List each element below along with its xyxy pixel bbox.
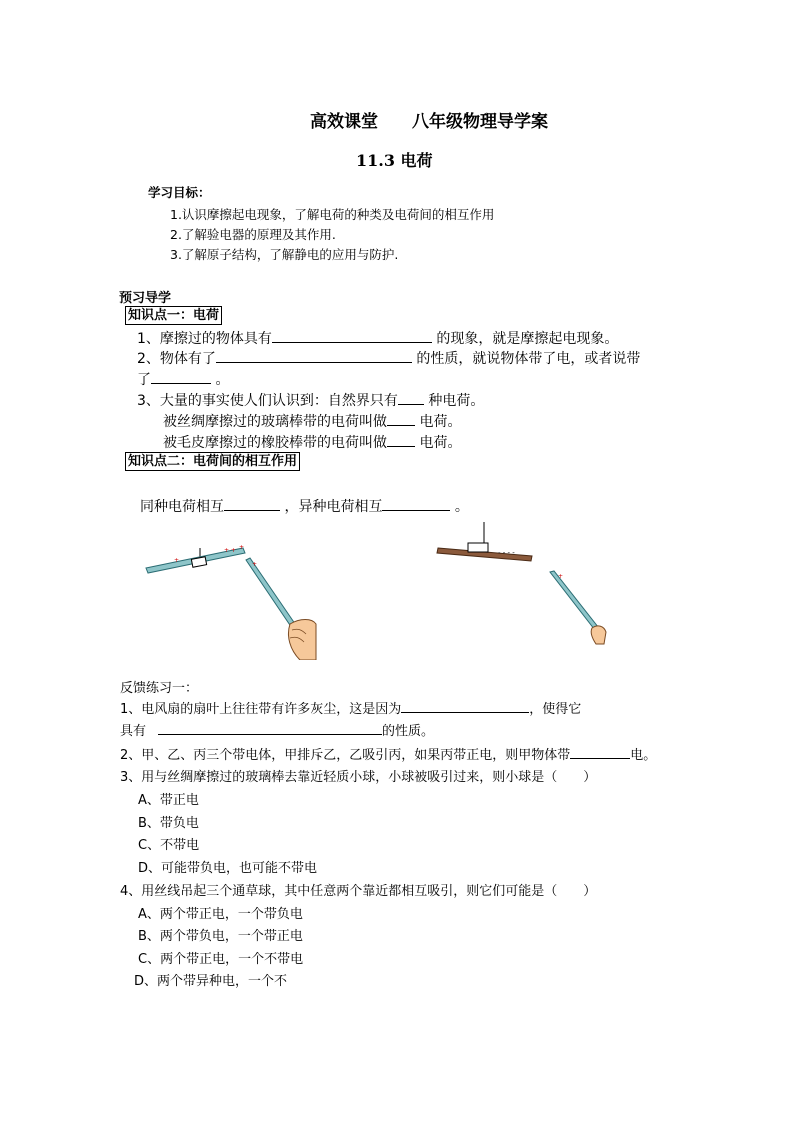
lesson-title: 11.3 电荷 — [356, 151, 433, 170]
doc-title-right: 八年级物理导学案 — [412, 112, 548, 132]
q3-option-b[interactable]: B、带负电 — [138, 816, 199, 831]
kp2-interaction-line: 同种电荷相互 ，异种电荷相互 。 — [140, 499, 469, 515]
q4-option-d[interactable]: D、两个带异种电，一个不 — [134, 974, 288, 989]
knowledge-point-2-title: 知识点二：电荷间的相互作用 — [125, 452, 300, 471]
opposite-charge-attract-illustration — [432, 520, 612, 650]
answer-blank[interactable] — [387, 434, 415, 447]
same-charge-repel-illustration — [140, 538, 320, 660]
objective-item: 3.了解原子结构，了解静电的应用与防护. — [170, 247, 399, 262]
answer-blank[interactable] — [387, 413, 415, 426]
feedback-question-3: 3、用与丝绸摩擦过的玻璃棒去靠近轻质小球，小球被吸引过来，则小球是（ ） — [120, 770, 597, 785]
kp1-question-3: 3、大量的事实使人们认识到：自然界只有 种电荷。 — [137, 393, 485, 409]
objective-item: 2.了解验电器的原理及其作用. — [170, 227, 336, 242]
feedback-question-1: 1、电风扇的扇叶上往往带有许多灰尘，这是因为 ，使得它 — [120, 702, 582, 717]
svg-text:+: + — [558, 573, 564, 580]
kp1-question-3-glass: 被丝绸摩擦过的玻璃棒带的电荷叫做 电荷。 — [163, 414, 462, 430]
objectives-heading: 学习目标： — [148, 185, 211, 200]
q4-option-c[interactable]: C、两个带正电，一个不带电 — [138, 952, 304, 967]
knowledge-point-1-title: 知识点一：电荷 — [125, 306, 222, 325]
answer-blank[interactable] — [398, 392, 424, 405]
kp1-question-3-rubber: 被毛皮摩擦过的橡胶棒带的电荷叫做 电荷。 — [163, 435, 462, 451]
answer-blank[interactable] — [224, 498, 280, 511]
answer-blank[interactable] — [158, 722, 382, 735]
objective-item: 1.认识摩擦起电现象，了解电荷的种类及电荷间的相互作用 — [170, 207, 495, 222]
feedback-heading: 反馈练习一： — [120, 681, 199, 696]
feedback-question-4: 4、用丝线吊起三个通草球，其中任意两个靠近都相互吸引，则它们可能是（ ） — [120, 884, 597, 899]
q4-option-a[interactable]: A、两个带正电，一个带负电 — [138, 907, 303, 922]
feedback-question-1-cont: 具有 的性质。 — [120, 724, 435, 739]
answer-blank[interactable] — [382, 498, 450, 511]
svg-text:+: + — [239, 544, 245, 551]
svg-text:- - - -: - - - - — [498, 549, 515, 557]
feedback-question-2: 2、甲、乙、丙三个带电体，甲排斥乙，乙吸引丙，如果丙带正电，则甲物体带 电。 — [120, 748, 657, 763]
q4-option-b[interactable]: B、两个带负电，一个带正电 — [138, 929, 303, 944]
answer-blank[interactable] — [216, 350, 412, 363]
kp1-question-1: 1、摩擦过的物体具有 的现象，就是摩擦起电现象。 — [137, 331, 619, 347]
answer-blank[interactable] — [401, 700, 529, 713]
doc-title-left: 高效课堂 — [310, 112, 378, 132]
kp1-question-2: 2、物体有了 的性质，就说物体带了电，或者说带 — [137, 351, 641, 367]
q3-option-d[interactable]: D、可能带负电，也可能不带电 — [138, 861, 318, 876]
kp1-question-2-cont: 了 。 — [137, 372, 230, 388]
svg-text:+: + — [174, 557, 180, 564]
answer-blank[interactable] — [570, 746, 630, 759]
q3-option-c[interactable]: C、不带电 — [138, 838, 200, 853]
preview-heading: 预习导学 — [119, 291, 172, 306]
q3-option-a[interactable]: A、带正电 — [138, 793, 199, 808]
answer-blank[interactable] — [151, 371, 211, 384]
answer-blank[interactable] — [272, 330, 432, 343]
svg-text:+: + — [252, 561, 258, 568]
svg-text:+ +: + + — [224, 547, 236, 554]
